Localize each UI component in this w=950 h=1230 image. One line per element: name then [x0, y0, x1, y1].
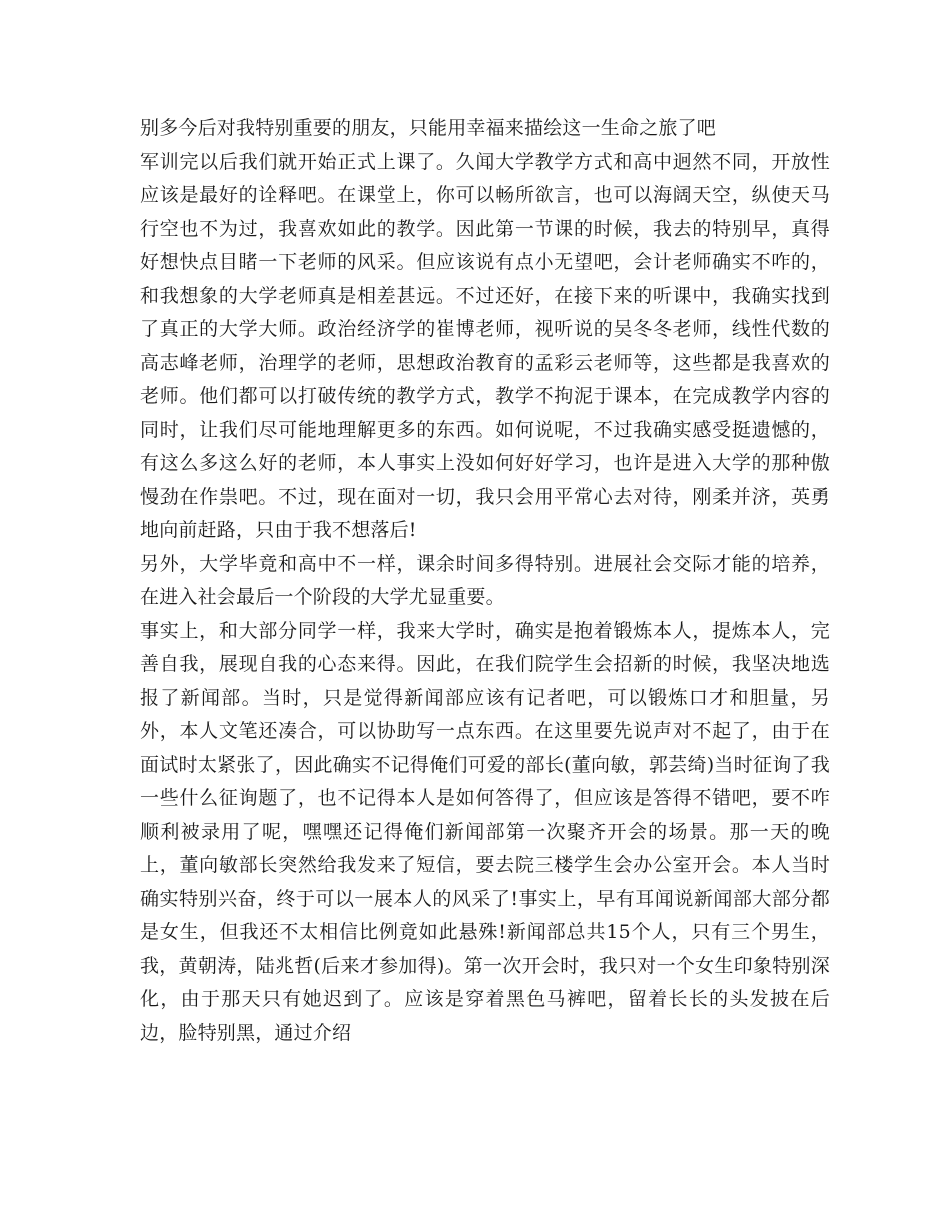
paragraph-news-department: 事实上，和大部分同学一样，我来大学时，确实是抱着锻炼本人，提炼本人，完善自我，展现自我的心态来得。因此，在我们院学生会招新的时候，我坚决地选报了新闻部。当时，只是觉得新闻部应该有记者吧，可以锻炼口才和胆量，另外，本人文笔还凑合，可以协助写一点东西。在这里要先说声对不起了，由于在面试时太紧张了，因此确实不记得俺们可爱的部长(董向敏，郭芸绮)当时征询了我一些什么征询题了，也不记得本人是如何答得了，但应该是答得不错吧，要不咋顺利被录用了呢，嘿嘿还记得俺们新闻部第一次聚齐开会的场景。那一天的晚上，董向敏部长突然给我发来了短信，要去院三楼学生会办公室开会。本人当时确实特别兴奋，终于可以一展本人的风采了!事实上，早有耳闻说新闻部大部分都是女生，但我还不太相信比例竟如此悬殊!新闻部总共15个人，只有三个男生，我，黄朝涛，陆兆哲(后来才参加得)。第一次开会时，我只对一个女生印象特别深化，由于那天只有她迟到了。应该是穿着黑色马裤吧，留着长长的头发披在后边，脸特别黑，通过介绍: [140, 619, 830, 1044]
body-text: [140, 112, 830, 1050]
paragraph-continuation: 别多今后对我特别重要的朋友，只能用幸福来描绘这一生命之旅了吧: [140, 117, 717, 139]
paragraph-classes: 军训完以后我们就开始正式上课了。久闻大学教学方式和高中迥然不同，开放性应该是最好的诠释吧。在课堂上，你可以畅所欲言，也可以海阔天空，纵使天马行空也不为过，我喜欢如此的教学。因此第一节课的时候，我去的特别早，真得好想快点目睹一下老师的风采。但应该说有点小无望吧，会计老师确实不咋的，和我想象的大学老师真是相差甚远。不过还好，在接下来的听课中，我确实找到了真正的大学大师。政治经济学的崔博老师，视听说的吴冬冬老师，线性代数的高志峰老师，治理学的老师，思想政治教育的孟彩云老师等，这些都是我喜欢的老师。他们都可以打破传统的教学方式，教学不拘泥于课本，在完成教学内容的同时，让我们尽可能地理解更多的东西。如何说呢，不过我确实感受挺遗憾的，有这么多这么好的老师，本人事实上没如何好好学习，也许是进入大学的那种傲慢劲在作祟吧。不过，现在面对一切，我只会用平常心去对待，刚柔并济，英勇地向前赶路，只由于我不想落后!: [140, 150, 830, 541]
paragraph-spare-time: 另外，大学毕竟和高中不一样，课余时间多得特别。进展社会交际才能的培养，在进入社会最后一个阶段的大学尤显重要。: [140, 552, 830, 608]
